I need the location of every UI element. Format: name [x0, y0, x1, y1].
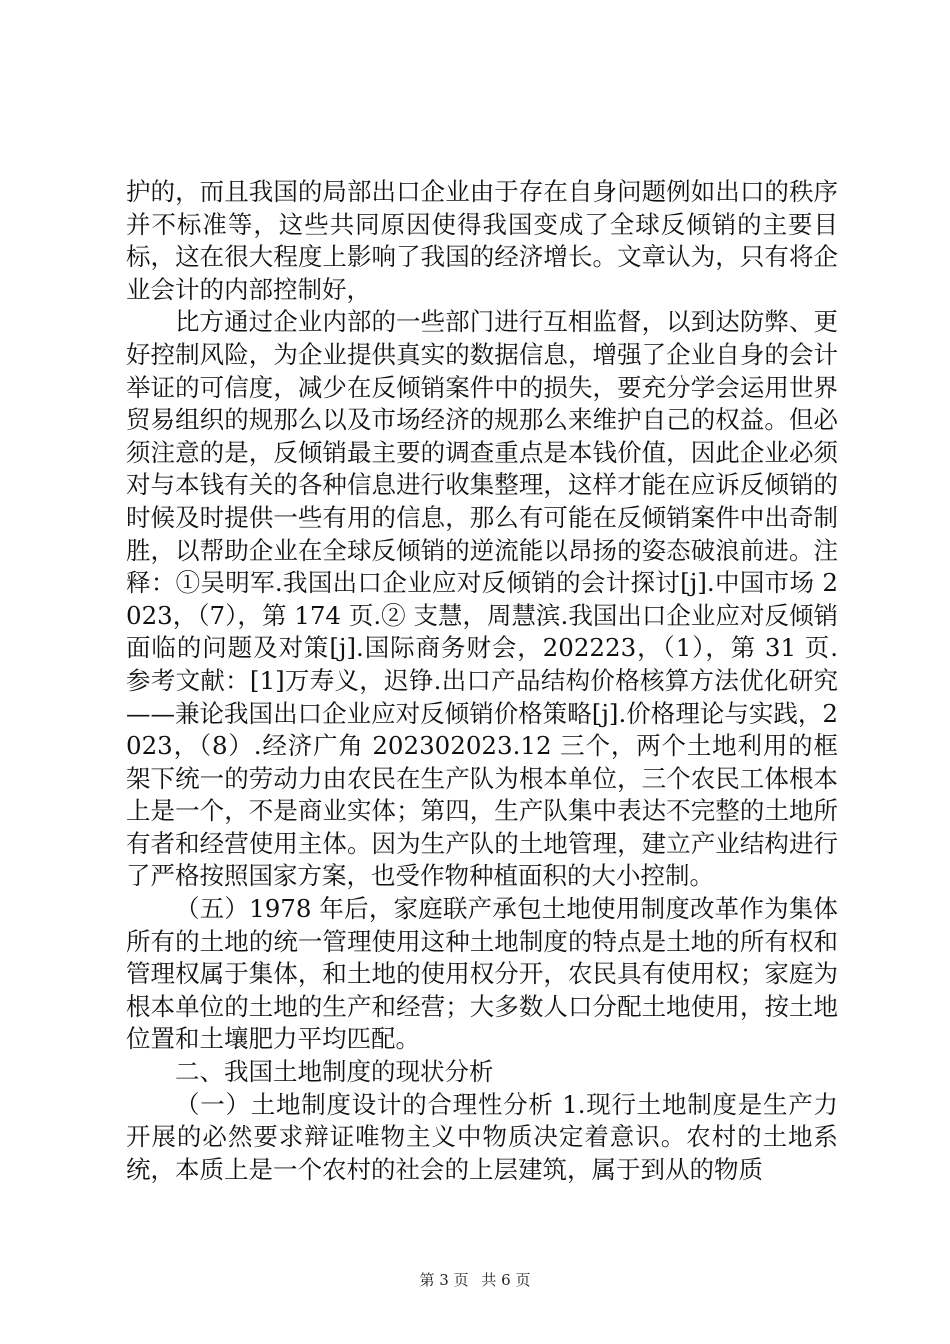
page-number: 第 3 页	[419, 1271, 469, 1289]
page-footer	[0, 1270, 950, 1290]
paragraph-3: （五）1978 年后，家庭联产承包土地使用制度改革作为集体所有的土地的统一管理使用这种土地制度的特点是土地的所有权和管理权属于集体，和土地的使用权分开，农民具有使用权；家庭为根本单位的土地的生产和经营；大多数人口分配土地使用，按土地位置和土壤肥力平均匹配。	[126, 894, 838, 1054]
body-text	[126, 176, 838, 1186]
page-total: 共 6 页	[481, 1271, 531, 1289]
paragraph-1: 护的，而且我国的局部出口企业由于存在自身问题例如出口的秩序并不标准等，这些共同原因使得我国变成了全球反倾销的主要目标，这在很大程度上影响了我国的经济增长。文章认为，只有将企业会计的内部控制好，	[126, 177, 838, 304]
paragraph-4: （一）土地制度设计的合理性分析 1.现行土地制度是生产力开展的必然要求辩证唯物主义中物质决定着意识。农村的土地系统，本质上是一个农村的社会的上层建筑，属于到从的物质	[126, 1089, 838, 1184]
section-heading: 二、我国土地制度的现状分析	[175, 1057, 494, 1087]
paragraph-2: 比方通过企业内部的一些部门进行互相监督，以到达防弊、更好控制风险，为企业提供真实的数据信息，增强了企业自身的会计举证的可信度，减少在反倾销案件中的损失，要充分学会运用世界贸易组织的规那么以及市场经济的规那么来维护自己的权益。但必须注意的是，反倾销最主要的调查重点是本钱价值，因此企业必须对与本钱有关的各种信息进行收集整理，这样才能在应诉反倾销的时候及时提供一些有用的信息，那么有可能在反倾销案件中出奇制胜，以帮助企业在全球反倾销的逆流能以昂扬的姿态破浪前进。注释：①吴明军.我国出口企业应对反倾销的会计探讨[j].中国市场 2023，（7），第 174 页.② 支慧，周慧滨.我国出口企业应对反倾销面临的问题及对策[j].国际商务财会，202223，（1），第 31 页.参考文献：[1]万寿义，迟铮.出口产品结构价格核算方法优化研究——兼论我国出口企业应对反倾销价格策略[j].价格理论与实践，2023，（8）.经济广角 202302023.12 三个，两个土地利用的框架下统一的劳动力由农民在生产队为根本单位，三个农民工体根本上是一个，不是商业实体；第四，生产队集中表达不完整的土地所有者和经营使用主体。因为生产队的土地管理，建立产业结构进行了严格按照国家方案，也受作物种植面积的大小控制。	[126, 307, 838, 891]
